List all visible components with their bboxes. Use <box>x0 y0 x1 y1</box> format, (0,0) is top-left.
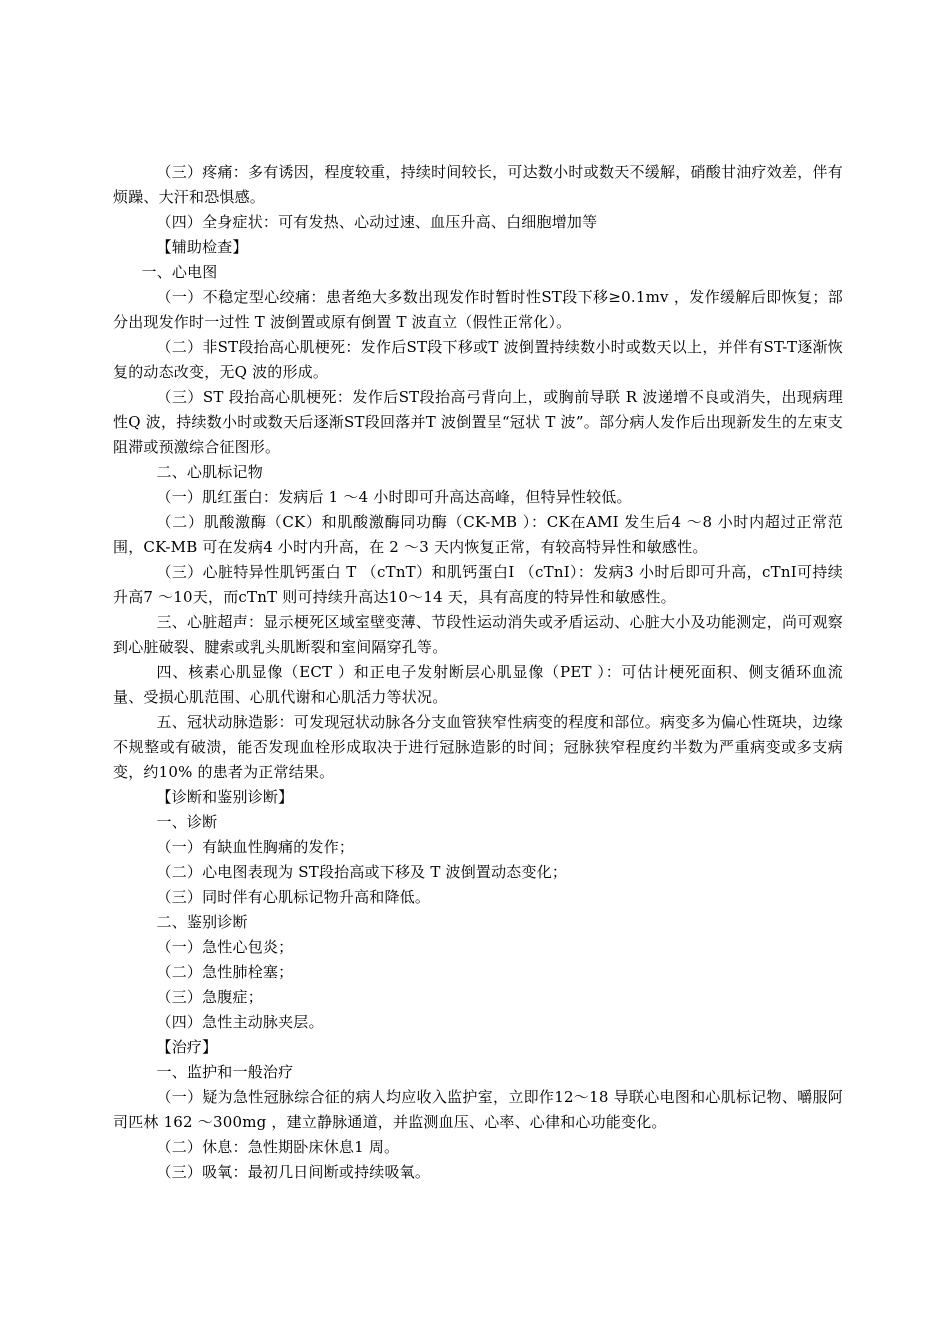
angiography: 五、冠状动脉造影：可发现冠状动脉各分支血管狭窄性病变的程度和部位。病变多为偏心性斑块，边缘不规整或有破溃，能否发现血栓形成取决于进行冠脉造影的时间；冠脉狭窄程度约半数为严重病变或多支病变，约10% 的患者为正常结果。 <box>113 713 843 781</box>
treatment-monitoring: （一）疑为急性冠脉综合征的病人均应收入监护室，立即作12～18 导联心电图和心肌标记物、嚼服阿司匹林 162 ～300mg ，建立静脉通道，并监测血压、心率、心律和心功能变化。 <box>113 1088 843 1131</box>
differential-item-2: （二）急性肺栓塞； <box>156 963 294 981</box>
differential-item-3: （三）急腹症； <box>156 988 263 1006</box>
treatment-rest: （二）休息：急性期卧床休息1 周。 <box>156 1138 400 1156</box>
treatment-title: 一、监护和一般治疗 <box>156 1063 294 1081</box>
diagnosis-title: 一、诊断 <box>156 813 218 831</box>
marker-troponin: （三）心脏特异性肌钙蛋白 T （cTnT）和肌钙蛋白I （cTnI）：发病3 小时后即可升高，cTnI可持续升高7 ～10天，而cTnT 则可持续升高达10～14 天，具有高度的特异性和敏感性。 <box>113 563 843 606</box>
differential-item-1: （一）急性心包炎； <box>156 938 294 956</box>
marker-myoglobin: （一）肌红蛋白：发病后 1 ～4 小时即可升高达高峰，但特异性较低。 <box>156 488 632 506</box>
differential-item-4: （四）急性主动脉夹层。 <box>156 1013 324 1031</box>
diagnosis-item-2: （二）心电图表现为 ST段抬高或下移及 T 波倒置动态变化； <box>156 863 568 881</box>
marker-ck: （二）肌酸激酶（CK）和肌酸激酶同功酶（CK-MB ）：CK在AMI 发生后4 ～8 小时内超过正常范围，CK-MB 可在发病4 小时内升高，在 2 ～3 天内恢复正常，有较高特异性和敏感性。 <box>113 513 843 556</box>
heading-diagnosis: 【诊断和鉴别诊断】 <box>156 788 294 806</box>
differential-title: 二、鉴别诊断 <box>156 913 248 931</box>
ecg-nstemi: （二）非ST段抬高心肌梗死：发作后ST段下移或T 波倒置持续数小时或数天以上，并伴有ST-T逐渐恢复的动态改变，无Q 波的形成。 <box>113 338 843 381</box>
ecg-title: 一、心电图 <box>141 263 218 281</box>
diagnosis-item-3: （三）同时伴有心肌标记物升高和降低。 <box>156 888 431 906</box>
heading-treatment: 【治疗】 <box>156 1038 218 1056</box>
diagnosis-item-1: （一）有缺血性胸痛的发作； <box>156 838 355 856</box>
symptom-pain: （三）疼痛：多有诱因，程度较重，持续时间较长，可达数小时或数天不缓解，硝酸甘油疗效差，伴有烦躁、大汗和恐惧感。 <box>113 163 843 206</box>
symptom-systemic: （四）全身症状：可有发热、心动过速、血压升高、白细胞增加等 <box>156 213 598 231</box>
document-body <box>113 160 843 1185</box>
heading-aux-exam: 【辅助检查】 <box>156 238 248 256</box>
nuclear-imaging: 四、核素心肌显像（ECT ）和正电子发射断层心肌显像（PET ）：可估计梗死面积、侧支循环血流量、受损心肌范围、心肌代谢和心肌活力等状况。 <box>113 663 843 706</box>
ecg-unstable-angina: （一）不稳定型心绞痛：患者绝大多数出现发作时暂时性ST段下移≥0.1mv ，发作缓解后即恢复；部分出现发作时一过性 T 波倒置或原有倒置 T 波直立（假性正常化）。 <box>113 288 843 331</box>
treatment-oxygen: （三）吸氧：最初几日间断或持续吸氧。 <box>156 1163 431 1181</box>
ecg-stemi: （三）ST 段抬高心肌梗死：发作后ST段抬高弓背向上，或胸前导联 R 波递增不良或消失，出现病理性Q 波，持续数小时或数天后逐渐ST段回落并T 波倒置呈“冠状 T 波”。部分病人发作后出现新发生的左束支阻滞或预激综合征图形。 <box>113 388 843 456</box>
echo: 三、心脏超声：显示梗死区域室壁变薄、节段性运动消失或矛盾运动、心脏大小及功能测定，尚可观察到心脏破裂、腱索或乳头肌断裂和室间隔穿孔等。 <box>113 613 843 656</box>
markers-title: 二、心肌标记物 <box>156 463 263 481</box>
